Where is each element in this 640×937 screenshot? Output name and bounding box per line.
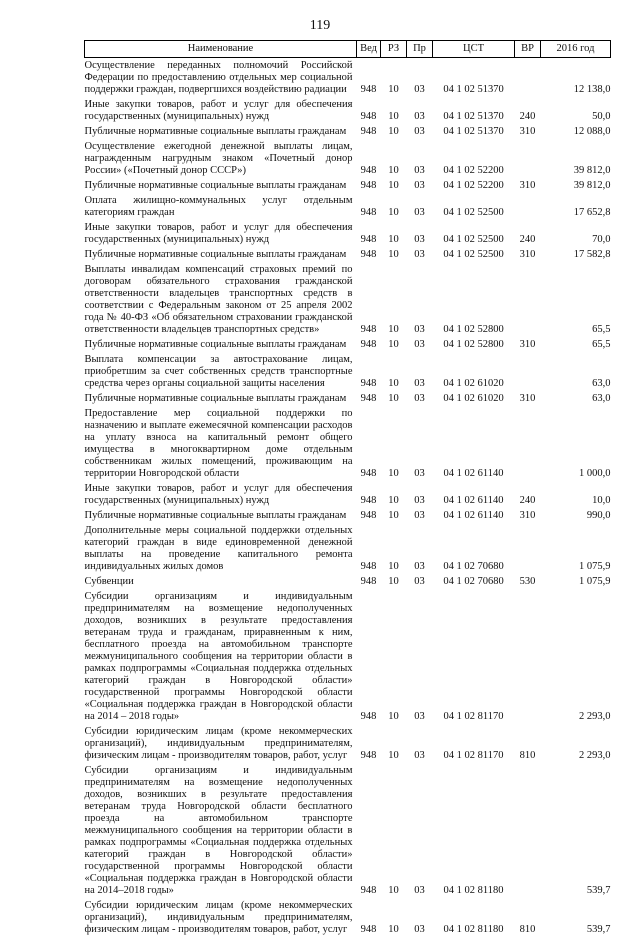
table-row [85,178,611,193]
row-amount: 539,7 [541,763,611,898]
row-pr: 03 [407,337,433,352]
row-pr: 03 [407,523,433,574]
row-pr: 03 [407,58,433,98]
row-vr: 310 [515,337,541,352]
row-amount: 990,0 [541,508,611,523]
table-row [85,124,611,139]
row-rz: 10 [381,724,407,763]
row-ved: 948 [357,898,381,937]
table-row [85,262,611,337]
row-name: Иные закупки товаров, работ и услуг для обеспечения государственных (муниципальных) нужд [85,97,357,124]
row-rz: 10 [381,391,407,406]
row-rz: 10 [381,220,407,247]
row-amount: 39 812,0 [541,178,611,193]
row-pr: 03 [407,574,433,589]
row-name: Выплата компенсации за автострахование лицам, приобретшим за счет собственных средств транспортные средства через органы социальной защиты населения [85,352,357,391]
row-rz: 10 [381,97,407,124]
row-vr: 310 [515,124,541,139]
row-ved: 948 [357,574,381,589]
row-pr: 03 [407,124,433,139]
row-amount: 539,7 [541,898,611,937]
row-amount: 63,0 [541,391,611,406]
row-ved: 948 [357,97,381,124]
row-pr: 03 [407,352,433,391]
row-cst: 04 1 02 52500 [433,247,515,262]
table-row [85,523,611,574]
row-vr [515,139,541,178]
row-vr: 810 [515,898,541,937]
row-ved: 948 [357,262,381,337]
row-rz: 10 [381,589,407,724]
row-vr: 310 [515,247,541,262]
row-pr: 03 [407,406,433,481]
row-amount: 12 088,0 [541,124,611,139]
row-ved: 948 [357,724,381,763]
table-row [85,589,611,724]
table-row [85,247,611,262]
budget-table [84,40,611,937]
row-amount: 17 582,8 [541,247,611,262]
row-cst: 04 1 02 51370 [433,58,515,98]
row-pr: 03 [407,247,433,262]
header-amount: 2016 год [541,41,611,58]
header-rz: РЗ [381,41,407,58]
row-amount: 2 293,0 [541,724,611,763]
row-cst: 04 1 02 70680 [433,574,515,589]
row-amount: 50,0 [541,97,611,124]
table-row [85,220,611,247]
row-ved: 948 [357,589,381,724]
row-pr: 03 [407,220,433,247]
row-ved: 948 [357,763,381,898]
row-rz: 10 [381,898,407,937]
row-pr: 03 [407,589,433,724]
row-ved: 948 [357,481,381,508]
row-name: Субсидии юридическим лицам (кроме некоммерческих организаций), индивидуальным предпринимателям, физическим лицам - производителям товаров, работ, услуг [85,898,357,937]
row-rz: 10 [381,574,407,589]
row-name: Субвенции [85,574,357,589]
row-vr: 240 [515,481,541,508]
table-row [85,406,611,481]
row-amount: 65,5 [541,262,611,337]
row-cst: 04 1 02 52800 [433,337,515,352]
row-cst: 04 1 02 81180 [433,763,515,898]
row-amount: 1 075,9 [541,574,611,589]
row-cst: 04 1 02 52200 [433,178,515,193]
row-rz: 10 [381,523,407,574]
row-ved: 948 [357,247,381,262]
row-name: Публичные нормативные социальные выплаты гражданам [85,337,357,352]
row-name: Публичные нормативные социальные выплаты гражданам [85,124,357,139]
row-pr: 03 [407,391,433,406]
table-row [85,58,611,98]
table-header-row [85,41,611,58]
row-amount: 12 138,0 [541,58,611,98]
table-row [85,97,611,124]
table-row [85,352,611,391]
row-pr: 03 [407,139,433,178]
row-rz: 10 [381,193,407,220]
header-pr: Пр [407,41,433,58]
row-name: Публичные нормативные социальные выплаты гражданам [85,508,357,523]
row-cst: 04 1 02 61140 [433,481,515,508]
row-ved: 948 [357,124,381,139]
row-cst: 04 1 02 61020 [433,352,515,391]
row-ved: 948 [357,352,381,391]
row-rz: 10 [381,139,407,178]
row-name: Предоставление мер социальной поддержки по назначению и выплате ежемесячной компенсации расходов на уплату взноса на капитальный ремонт общего имущества в многоквартирном доме отдельным собственникам жилых помещений, проживающим на территории Новгородской области [85,406,357,481]
row-cst: 04 1 02 81170 [433,589,515,724]
row-rz: 10 [381,337,407,352]
row-name: Оплата жилищно-коммунальных услуг отдельным категориям граждан [85,193,357,220]
row-rz: 10 [381,508,407,523]
row-rz: 10 [381,178,407,193]
header-vr: ВР [515,41,541,58]
row-amount: 2 293,0 [541,589,611,724]
row-pr: 03 [407,481,433,508]
row-pr: 03 [407,178,433,193]
row-name: Осуществление ежегодной денежной выплаты лицам, награжденным нагрудным знаком «Почетный донор России» («Почетный донор СССР») [85,139,357,178]
row-ved: 948 [357,523,381,574]
row-cst: 04 1 02 52200 [433,139,515,178]
row-cst: 04 1 02 81170 [433,724,515,763]
row-pr: 03 [407,763,433,898]
row-pr: 03 [407,262,433,337]
row-cst: 04 1 02 52800 [433,262,515,337]
row-rz: 10 [381,262,407,337]
header-cst: ЦСТ [433,41,515,58]
row-amount: 63,0 [541,352,611,391]
row-cst: 04 1 02 52500 [433,193,515,220]
header-ved: Вед [357,41,381,58]
row-name: Выплаты инвалидам компенсаций страховых премий по договорам обязательного страхования гражданской ответственности владельцев транспортных средств в соответствии с Федеральным законом от 25 апреля 2002 года № 40-ФЗ «Об обязательном страховании гражданской ответственности владельцев транспортных средств» [85,262,357,337]
row-ved: 948 [357,193,381,220]
row-pr: 03 [407,193,433,220]
table-row [85,574,611,589]
row-vr [515,193,541,220]
row-pr: 03 [407,724,433,763]
row-vr: 530 [515,574,541,589]
table-row [85,763,611,898]
table-row [85,898,611,937]
row-ved: 948 [357,58,381,98]
row-name: Иные закупки товаров, работ и услуг для обеспечения государственных (муниципальных) нужд [85,220,357,247]
page-number: 119 [0,18,640,34]
row-pr: 03 [407,97,433,124]
row-vr: 310 [515,178,541,193]
row-pr: 03 [407,898,433,937]
row-name: Дополнительные меры социальной поддержки отдельных категорий граждан в виде единовременной денежной выплаты на проведение капитального ремонта индивидуальных жилых домов [85,523,357,574]
row-ved: 948 [357,406,381,481]
table-row [85,508,611,523]
row-name: Публичные нормативные социальные выплаты гражданам [85,391,357,406]
row-name: Субсидии организациям и индивидуальным предпринимателям на возмещение недополученных доходов, возникших в результате предоставления ветеранам труда Новгородской области бесплатного проезда на автомобильном транспорте межмуниципального сообщения на территории области в рамках подпрограммы «Социальная поддержка отдельных категорий граждан в Новгородской области» государственной программы Новгородской области «Социальная поддержка граждан в Новгородской области на 2014–2018 годы» [85,763,357,898]
row-vr [515,58,541,98]
row-rz: 10 [381,481,407,508]
row-vr [515,352,541,391]
row-vr: 310 [515,391,541,406]
row-rz: 10 [381,763,407,898]
row-vr: 310 [515,508,541,523]
row-vr [515,589,541,724]
row-vr [515,262,541,337]
table-row [85,391,611,406]
row-name: Публичные нормативные социальные выплаты гражданам [85,178,357,193]
row-cst: 04 1 02 61140 [433,406,515,481]
table-row [85,193,611,220]
row-amount: 10,0 [541,481,611,508]
row-vr [515,523,541,574]
table-row [85,139,611,178]
row-ved: 948 [357,391,381,406]
table-row [85,724,611,763]
row-pr: 03 [407,508,433,523]
row-name: Субсидии юридическим лицам (кроме некоммерческих организаций), индивидуальным предпринимателям, физическим лицам - производителям товаров, работ, услуг [85,724,357,763]
row-rz: 10 [381,352,407,391]
row-cst: 04 1 02 81180 [433,898,515,937]
row-vr: 810 [515,724,541,763]
row-name: Субсидии организациям и индивидуальным предпринимателям на возмещение недополученных доходов, возникших в результате предоставления ветеранам труда и гражданам, приравненным к ним, бесплатного проезда на автомобильном транспорте межмуниципального сообщения на территории области в рамках подпрограммы «Социальная поддержка отдельных категорий граждан в Новгородской области» государственной программы Новгородской области «Социальная поддержка граждан в Новгородской области на 2014 – 2018 годы» [85,589,357,724]
row-cst: 04 1 02 51370 [433,124,515,139]
row-ved: 948 [357,337,381,352]
row-ved: 948 [357,139,381,178]
table-body [85,58,611,937]
row-ved: 948 [357,508,381,523]
row-cst: 04 1 02 52500 [433,220,515,247]
row-rz: 10 [381,58,407,98]
row-rz: 10 [381,124,407,139]
row-ved: 948 [357,178,381,193]
row-amount: 1 000,0 [541,406,611,481]
table-row [85,481,611,508]
row-name: Осуществление переданных полномочий Российской Федерации по предоставлению отдельных мер социальной поддержки граждан, подвергшихся воздействию радиации [85,58,357,98]
row-cst: 04 1 02 61140 [433,508,515,523]
row-vr: 240 [515,220,541,247]
row-name: Иные закупки товаров, работ и услуг для обеспечения государственных (муниципальных) нужд [85,481,357,508]
row-amount: 39 812,0 [541,139,611,178]
row-cst: 04 1 02 70680 [433,523,515,574]
row-name: Публичные нормативные социальные выплаты гражданам [85,247,357,262]
row-rz: 10 [381,406,407,481]
row-vr [515,406,541,481]
row-vr: 240 [515,97,541,124]
row-amount: 1 075,9 [541,523,611,574]
row-amount: 17 652,8 [541,193,611,220]
header-name: Наименование [85,41,357,58]
row-amount: 65,5 [541,337,611,352]
table-row [85,337,611,352]
row-amount: 70,0 [541,220,611,247]
row-vr [515,763,541,898]
row-cst: 04 1 02 51370 [433,97,515,124]
row-ved: 948 [357,220,381,247]
row-cst: 04 1 02 61020 [433,391,515,406]
row-rz: 10 [381,247,407,262]
